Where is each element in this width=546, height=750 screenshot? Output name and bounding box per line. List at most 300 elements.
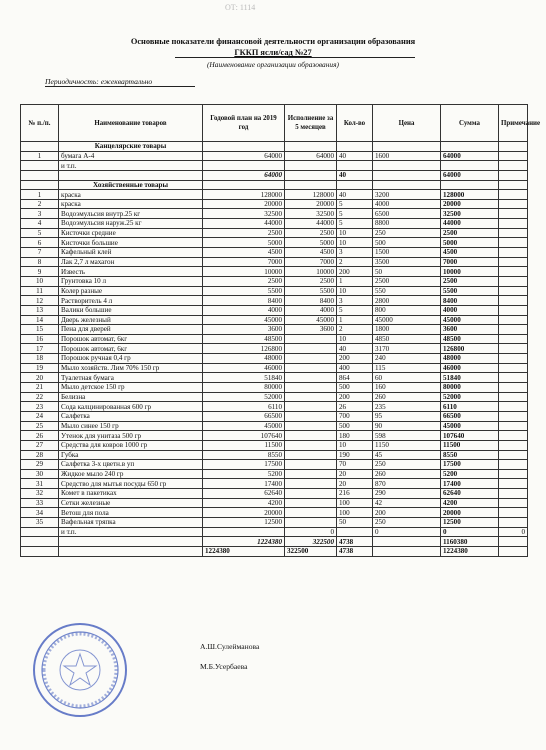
item-name: Водоэмульсия внутр.25 кг [59, 209, 203, 219]
row-number: 28 [21, 450, 59, 460]
price [373, 537, 441, 547]
quantity: 40 [337, 170, 373, 180]
quantity: 10 [337, 286, 373, 296]
annual-plan: 62640 [203, 489, 285, 499]
row-number: 4 [21, 219, 59, 229]
price: 160 [373, 383, 441, 393]
col-header: Наименование товаров [59, 105, 203, 142]
item-name: Кафельный клей [59, 248, 203, 258]
note [499, 354, 528, 364]
quantity: 4738 [337, 537, 373, 547]
annual-plan [203, 527, 285, 537]
row-number [21, 161, 59, 171]
col-header: Примечание [499, 105, 528, 142]
quantity: 4738 [337, 546, 373, 556]
col-header: Исполнение за 5 месяцев [285, 105, 337, 142]
item-name: Ветош для пола [59, 508, 203, 518]
execution-5-months [285, 450, 337, 460]
col-header: Кол-во [337, 105, 373, 142]
note [499, 431, 528, 441]
sum: 20000 [441, 199, 499, 209]
item-name: Сода калцинированная 600 гр [59, 402, 203, 412]
row-number: 33 [21, 498, 59, 508]
execution-5-months [285, 440, 337, 450]
quantity [337, 527, 373, 537]
item-name: Растворитель 4 л [59, 296, 203, 306]
table-row [21, 219, 528, 229]
periodicity-underline [45, 86, 195, 87]
row-number: 34 [21, 508, 59, 518]
col-header: Годовой план на 2019 год [203, 105, 285, 142]
table-row [21, 238, 528, 248]
execution-5-months: 2500 [285, 276, 337, 286]
price: 870 [373, 479, 441, 489]
table-row [21, 248, 528, 258]
table-header-row [21, 105, 528, 142]
annual-plan: 11500 [203, 440, 285, 450]
execution-5-months: 5000 [285, 238, 337, 248]
row-number: 18 [21, 354, 59, 364]
execution-5-months [285, 334, 337, 344]
sum: 12500 [441, 517, 499, 527]
sum: 8400 [441, 296, 499, 306]
execution-5-months [285, 517, 337, 527]
execution-5-months [285, 431, 337, 441]
price: 500 [373, 238, 441, 248]
item-name: краска [59, 190, 203, 200]
item-name [59, 537, 203, 547]
row-number: 11 [21, 286, 59, 296]
note [499, 286, 528, 296]
quantity: 1 [337, 315, 373, 325]
row-number: 26 [21, 431, 59, 441]
item-name: Кисточки средние [59, 228, 203, 238]
execution-5-months [285, 479, 337, 489]
execution-5-months [285, 460, 337, 470]
item-name: Порошок ручная 0,4 гр [59, 354, 203, 364]
sum: 0 [441, 527, 499, 537]
annual-plan: 64000 [203, 170, 285, 180]
row-number: 7 [21, 248, 59, 258]
annual-plan: 1224380 [203, 537, 285, 547]
quantity: 10 [337, 238, 373, 248]
price: 2800 [373, 296, 441, 306]
table-cell [441, 142, 499, 152]
table-row [21, 209, 528, 219]
sum: 64000 [441, 170, 499, 180]
execution-5-months: 5500 [285, 286, 337, 296]
note [499, 228, 528, 238]
price: 1500 [373, 248, 441, 258]
price: 50 [373, 267, 441, 277]
item-name: бумага А-4 [59, 151, 203, 161]
table-cell [337, 180, 373, 190]
annual-plan: 20000 [203, 508, 285, 518]
row-number: 25 [21, 421, 59, 431]
note [499, 267, 528, 277]
table-row [21, 315, 528, 325]
annual-plan: 8550 [203, 450, 285, 460]
row-number: 19 [21, 363, 59, 373]
execution-5-months: 32500 [285, 209, 337, 219]
annual-plan: 5200 [203, 469, 285, 479]
execution-5-months: 7000 [285, 257, 337, 267]
item-name [59, 546, 203, 556]
item-name: Комет в пакетиках [59, 489, 203, 499]
execution-5-months [285, 392, 337, 402]
sum: 2500 [441, 276, 499, 286]
item-name: Мыло синее 150 гр [59, 421, 203, 431]
row-number: 23 [21, 402, 59, 412]
row-number: 30 [21, 469, 59, 479]
note [499, 546, 528, 556]
execution-5-months [285, 421, 337, 431]
sum: 2500 [441, 228, 499, 238]
price: 6500 [373, 209, 441, 219]
table-row [21, 363, 528, 373]
price: 45000 [373, 315, 441, 325]
price: 1150 [373, 440, 441, 450]
execution-5-months [285, 383, 337, 393]
row-number: 16 [21, 334, 59, 344]
execution-5-months: 44000 [285, 219, 337, 229]
table-row [21, 527, 528, 537]
item-name: Колер разные [59, 286, 203, 296]
row-number: 22 [21, 392, 59, 402]
item-name [59, 170, 203, 180]
note [499, 170, 528, 180]
table-row [21, 508, 528, 518]
item-name: Мыло хозяйств. Лим 70% 150 гр [59, 363, 203, 373]
annual-plan: 32500 [203, 209, 285, 219]
sum: 3600 [441, 325, 499, 335]
row-number: 21 [21, 383, 59, 393]
item-name: Сетки железные [59, 498, 203, 508]
annual-plan [203, 161, 285, 171]
price: 42 [373, 498, 441, 508]
price: 200 [373, 508, 441, 518]
sum: 10000 [441, 267, 499, 277]
execution-5-months [285, 411, 337, 421]
sum: 17400 [441, 479, 499, 489]
item-name: краска [59, 199, 203, 209]
table-row [21, 460, 528, 470]
table-cell [499, 142, 528, 152]
note [499, 344, 528, 354]
price: 1800 [373, 325, 441, 335]
quantity: 20 [337, 469, 373, 479]
sum: 48500 [441, 334, 499, 344]
table-cell [337, 142, 373, 152]
price: 550 [373, 286, 441, 296]
row-number: 13 [21, 305, 59, 315]
quantity: 864 [337, 373, 373, 383]
execution-5-months: 8400 [285, 296, 337, 306]
quantity: 20 [337, 479, 373, 489]
execution-5-months [285, 373, 337, 383]
row-number: 3 [21, 209, 59, 219]
note: 0 [499, 527, 528, 537]
row-number: 9 [21, 267, 59, 277]
sum: 45000 [441, 421, 499, 431]
row-number: 27 [21, 440, 59, 450]
table-row [21, 498, 528, 508]
table-body [21, 142, 528, 557]
note [499, 276, 528, 286]
sum: 17500 [441, 460, 499, 470]
table-cell [285, 142, 337, 152]
price: 90 [373, 421, 441, 431]
execution-5-months [285, 498, 337, 508]
item-name: и т.п. [59, 527, 203, 537]
price: 2500 [373, 276, 441, 286]
quantity: 200 [337, 267, 373, 277]
table-row [21, 383, 528, 393]
annual-plan: 20000 [203, 199, 285, 209]
item-name: Порошок автомат, 6кг [59, 334, 203, 344]
annual-plan: 128000 [203, 190, 285, 200]
note [499, 315, 528, 325]
sum: 80000 [441, 383, 499, 393]
price [373, 546, 441, 556]
price: 4000 [373, 199, 441, 209]
item-name: и т.п. [59, 161, 203, 171]
sum: 128000 [441, 190, 499, 200]
note [499, 383, 528, 393]
annual-plan: 6110 [203, 402, 285, 412]
quantity: 200 [337, 354, 373, 364]
quantity [337, 161, 373, 171]
price: 250 [373, 228, 441, 238]
price: 3200 [373, 190, 441, 200]
execution-5-months: 20000 [285, 199, 337, 209]
quantity: 26 [337, 402, 373, 412]
note [499, 238, 528, 248]
table-cell [203, 142, 285, 152]
table-row [21, 286, 528, 296]
table-cell [499, 180, 528, 190]
note [499, 469, 528, 479]
item-name: Средство для мытья посуды 650 гр [59, 479, 203, 489]
table-row [21, 469, 528, 479]
execution-5-months: 0 [285, 527, 337, 537]
price: 235 [373, 402, 441, 412]
table-cell [285, 180, 337, 190]
note [499, 392, 528, 402]
price: 95 [373, 411, 441, 421]
annual-plan: 5000 [203, 238, 285, 248]
annual-plan: 48000 [203, 354, 285, 364]
sum: 107640 [441, 431, 499, 441]
row-number: 2 [21, 199, 59, 209]
price [373, 161, 441, 171]
row-number: 10 [21, 276, 59, 286]
section-title: Хозяйственные товары [59, 180, 203, 190]
table-row [21, 190, 528, 200]
financial-table [20, 104, 541, 557]
item-name: Салфетка 3-х цветн.в уп [59, 460, 203, 470]
sum: 4500 [441, 248, 499, 258]
row-number: 32 [21, 489, 59, 499]
quantity: 200 [337, 392, 373, 402]
price: 8800 [373, 219, 441, 229]
quantity: 1 [337, 276, 373, 286]
note [499, 498, 528, 508]
item-name: Салфетка [59, 411, 203, 421]
signature-2: М.Б.Усербаева [200, 662, 248, 671]
table-row [21, 489, 528, 499]
item-name: Вафельная тряпка [59, 517, 203, 527]
row-number: 14 [21, 315, 59, 325]
quantity: 5 [337, 209, 373, 219]
item-name: Жидкое мыло 240 гр [59, 469, 203, 479]
note [499, 402, 528, 412]
execution-5-months [285, 489, 337, 499]
organization-caption: (Наименование организации образования) [206, 60, 340, 69]
item-name: Кисточки большие [59, 238, 203, 248]
item-name: Губка [59, 450, 203, 460]
table-cell [441, 180, 499, 190]
annual-plan: 7000 [203, 257, 285, 267]
row-number: 5 [21, 228, 59, 238]
row-number: 24 [21, 411, 59, 421]
item-name: Мыло детское 150 гр [59, 383, 203, 393]
annual-plan: 48500 [203, 334, 285, 344]
quantity: 10 [337, 334, 373, 344]
col-header: № п./п. [21, 105, 59, 142]
execution-5-months: 2500 [285, 228, 337, 238]
execution-5-months [285, 161, 337, 171]
quantity: 100 [337, 508, 373, 518]
sum: 1224380 [441, 546, 499, 556]
execution-5-months [285, 363, 337, 373]
note [499, 440, 528, 450]
quantity: 100 [337, 498, 373, 508]
table-row [21, 257, 528, 267]
row-number [21, 170, 59, 180]
periodicity: Периодичность: ежеквартально [45, 77, 153, 86]
execution-5-months: 64000 [285, 151, 337, 161]
quantity: 40 [337, 151, 373, 161]
price: 240 [373, 354, 441, 364]
section-header-row [21, 180, 528, 190]
quantity: 5 [337, 199, 373, 209]
top-mark: ОТ: 1114 [225, 3, 256, 12]
row-number: 1 [21, 151, 59, 161]
quantity: 700 [337, 411, 373, 421]
annual-plan: 1224380 [203, 546, 285, 556]
table-cell [373, 142, 441, 152]
organization-name: ГККП ясли/сад №27 [234, 48, 312, 57]
quantity: 190 [337, 450, 373, 460]
item-name: Пена для дверей [59, 325, 203, 335]
org-underline [175, 57, 415, 58]
execution-5-months [285, 469, 337, 479]
table-row [21, 392, 528, 402]
grand-total-row [21, 546, 528, 556]
row-number: 12 [21, 296, 59, 306]
note [499, 460, 528, 470]
table-row [21, 421, 528, 431]
price: 800 [373, 305, 441, 315]
table-row [21, 373, 528, 383]
annual-plan: 2500 [203, 228, 285, 238]
table-row [21, 276, 528, 286]
sum: 20000 [441, 508, 499, 518]
price: 290 [373, 489, 441, 499]
annual-plan: 17500 [203, 460, 285, 470]
table-row [21, 305, 528, 315]
table-cell [373, 180, 441, 190]
row-number: 29 [21, 460, 59, 470]
annual-plan: 8400 [203, 296, 285, 306]
quantity: 10 [337, 440, 373, 450]
note [499, 363, 528, 373]
sum: 11500 [441, 440, 499, 450]
quantity: 5 [337, 305, 373, 315]
execution-5-months: 3600 [285, 325, 337, 335]
col-header: Цена [373, 105, 441, 142]
quantity: 2 [337, 325, 373, 335]
table-row [21, 151, 528, 161]
note [499, 517, 528, 527]
sum: 52000 [441, 392, 499, 402]
annual-plan: 4000 [203, 305, 285, 315]
item-name: Белизна [59, 392, 203, 402]
note [499, 325, 528, 335]
row-number [21, 546, 59, 556]
annual-plan: 66500 [203, 411, 285, 421]
row-number: 6 [21, 238, 59, 248]
table-row [21, 228, 528, 238]
price: 3170 [373, 344, 441, 354]
note [499, 151, 528, 161]
sum: 6110 [441, 402, 499, 412]
col-header: Сумма [441, 105, 499, 142]
table-row [21, 161, 528, 171]
annual-plan: 3600 [203, 325, 285, 335]
annual-plan: 12500 [203, 517, 285, 527]
sum: 64000 [441, 151, 499, 161]
table-row [21, 199, 528, 209]
price: 250 [373, 517, 441, 527]
note [499, 411, 528, 421]
table-row [21, 440, 528, 450]
note [499, 209, 528, 219]
sum: 48000 [441, 354, 499, 364]
execution-5-months: 4000 [285, 305, 337, 315]
note [499, 190, 528, 200]
annual-plan: 46000 [203, 363, 285, 373]
item-name: Дверь железный [59, 315, 203, 325]
table-row [21, 431, 528, 441]
official-stamp [30, 620, 130, 720]
quantity: 10 [337, 228, 373, 238]
price: 260 [373, 392, 441, 402]
item-name: Валики большие [59, 305, 203, 315]
item-name: Лак 2,7 л махагон [59, 257, 203, 267]
note [499, 489, 528, 499]
sum: 46000 [441, 363, 499, 373]
annual-plan: 45000 [203, 315, 285, 325]
note [499, 537, 528, 547]
item-name: Известь [59, 267, 203, 277]
item-name: Грунтовка 10 л [59, 276, 203, 286]
execution-5-months: 10000 [285, 267, 337, 277]
quantity: 50 [337, 517, 373, 527]
note [499, 334, 528, 344]
quantity: 216 [337, 489, 373, 499]
